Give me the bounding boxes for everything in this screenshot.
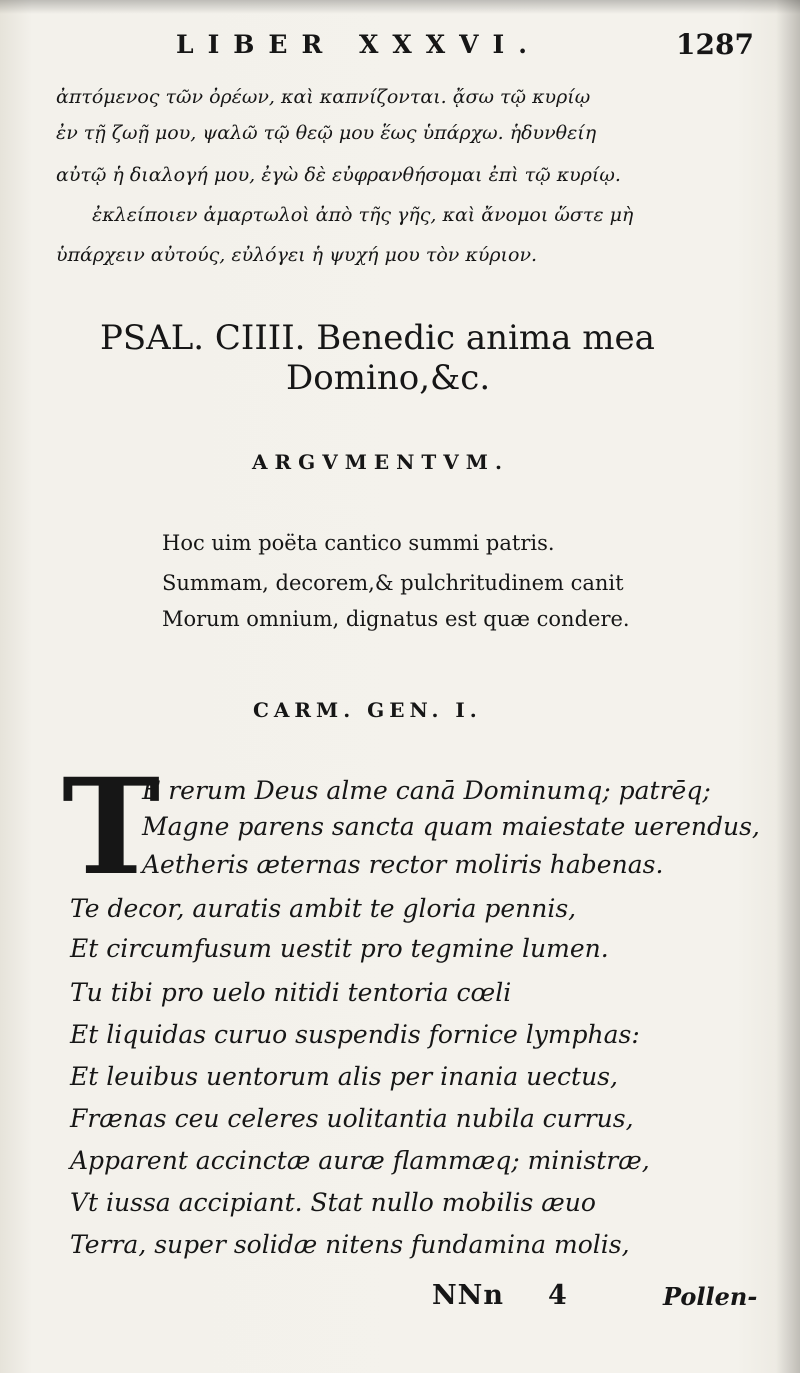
poem-line-3: Aetheris æternas rector moliris habenas. (142, 850, 664, 879)
poem-line-2: Magne parens sancta quam maiestate uerendus, (142, 812, 760, 841)
greek-line-2: ἐν τῇ ζωῇ μου, ψαλῶ τῷ θεῷ μου ἕως ὑπάρχω. ἡδυνθείη (56, 122, 597, 144)
catchword: Pollen- (663, 1282, 758, 1311)
poem-line-11: Vt iussa accipiant. Stat nullo mobilis æuo (70, 1188, 596, 1217)
running-head: LIBER XXXVI. (176, 30, 541, 59)
argument-verse-2: Summam, decorem,& pulchritudinem canit (162, 571, 624, 595)
argument-heading: ARGVMENTVM. (252, 450, 509, 474)
signature-mark: NNn (432, 1280, 504, 1311)
drop-cap-initial: T (62, 750, 161, 905)
signature-number: 4 (548, 1280, 567, 1311)
greek-line-5: ὑπάρχειν αὐτούς, εὐλόγει ἡ ψυχή μου τὸν κύριον. (56, 244, 538, 266)
argument-verse-1: Hoc uim poëta cantico summi patris. (162, 531, 555, 555)
psalm-title-line-1: PSAL. CIIII. Benedic anima mea (100, 318, 655, 358)
greek-line-1: ἀπτόμενος τῶν ὀρέων, καὶ καπνίζονται. ᾄσω τῷ κυρίῳ (56, 86, 591, 108)
greek-line-4: ἐκλείποιεν ἁμαρτωλοὶ ἀπὸ τῆς γῆς, καὶ ἄνομοι ὥστε μὴ (92, 204, 634, 226)
argument-verse-3: Morum omnium, dignatus est quæ condere. (162, 607, 630, 631)
poem-line-7: Et liquidas curuo suspendis fornice lymphas: (70, 1020, 640, 1049)
page-top-shadow (0, 0, 800, 14)
psalm-title-line-2: Domino,&c. (286, 358, 491, 398)
poem-line-1: E rerum Deus alme canā Dominumq; patrēq; (142, 776, 711, 805)
poem-line-9: Frænas ceu celeres uolitantia nubila currus, (70, 1104, 634, 1133)
carmen-heading: CARM. GEN. I. (253, 698, 482, 722)
poem-line-5: Et circumfusum uestit pro tegmine lumen. (70, 934, 609, 963)
page-number: 1287 (676, 28, 754, 61)
greek-line-3: αὐτῷ ἡ διαλογή μου, ἐγὼ δὲ εὐφρανθήσομαι ἐπὶ τῷ κυρίῳ. (56, 164, 621, 186)
poem-line-12: Terra, super solidæ nitens fundamina molis, (70, 1230, 630, 1259)
psalm-title (100, 318, 740, 398)
poem-line-8: Et leuibus uentorum alis per inania uectus, (70, 1062, 618, 1091)
poem-line-10: Apparent accinctæ auræ flammæq; ministræ, (70, 1146, 650, 1175)
poem-line-6: Tu tibi pro uelo nitidi tentoria cœli (70, 978, 512, 1007)
poem-line-4: Te decor, auratis ambit te gloria pennis, (70, 894, 577, 923)
